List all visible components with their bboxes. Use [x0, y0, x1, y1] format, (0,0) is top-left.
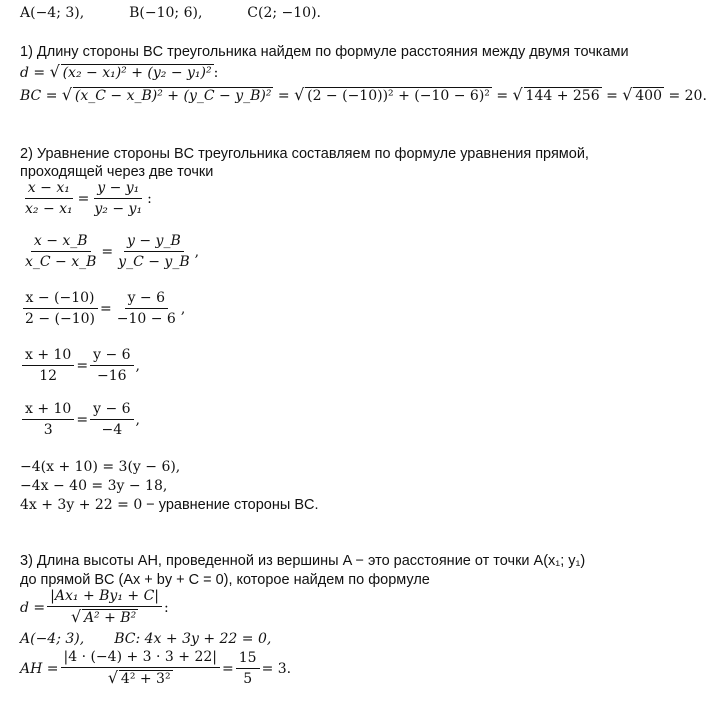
bc-radicand-2: (2 − (−10))² + (−10 − 6)² [307, 88, 490, 104]
fraction-left [22, 347, 74, 385]
bc-length-calc: BC = √ (x_C − x_B)² + (y_C − y_B)² = √ (2 − (−10))² + (−10 − 6)² = √ 144 + 256 = √ 400 = 20. [20, 87, 707, 105]
step2-heading-line1: 2) Уравнение стороны BC треугольника составляем по формуле уравнения прямой, [20, 146, 589, 162]
denominator: x_C − x_B [25, 254, 97, 270]
denominator: −4 [101, 422, 123, 438]
given-line-bc: BC: 4x + 3y + 22 = 0, [114, 631, 272, 647]
denominator: y_C − y_B [118, 254, 190, 270]
denominator: −10 − 6 [116, 311, 176, 327]
denominator: x₂ − x₁ [25, 201, 73, 217]
fraction-right [90, 347, 133, 385]
step3-heading-line2: до прямой BC (Ax + by + C = 0), которое найдем по формуле [20, 572, 430, 588]
equals: = [222, 660, 234, 677]
point-b: B(−10; 6), [129, 5, 203, 21]
numerator: y − y_B [124, 233, 184, 252]
formula-lhs: d = [20, 599, 46, 616]
ah-calculation [20, 649, 291, 688]
numerator: y − y₁ [94, 180, 142, 199]
cross-multiplied: −4(x + 10) = 3(y − 6), [20, 459, 181, 475]
numerator: 15 [236, 650, 260, 669]
line-equation-general: $\frac{\text{x − x₁}}{\text{x₂ − x₁}}$ = $\frac{\text{y − y₁}}{\text{y₂ − y₁}}$ : [20, 180, 152, 218]
denominator: −16 [97, 368, 127, 384]
point-c: C(2; −10). [247, 5, 322, 21]
numerator: y − 6 [90, 347, 133, 366]
denominator: 5 [243, 670, 253, 687]
ah-fraction [61, 649, 221, 688]
punctuation: , [194, 244, 200, 260]
given-data [20, 630, 271, 648]
distance-formula [20, 64, 218, 82]
fraction-right [90, 401, 133, 439]
bc-radicand-3: 144 + 256 [525, 88, 600, 104]
fraction-left [22, 180, 76, 218]
numerator: y − 6 [125, 290, 168, 309]
given-point-a: A(−4; 3), [20, 631, 85, 647]
numerator: x + 10 [22, 347, 74, 366]
fraction [47, 588, 162, 627]
line-equation-substituted: $\frac{x - (-10)}{2 - (-10)}$ = $\frac{y - 6}{-10 - 6}$ , [20, 290, 185, 328]
fraction-left [22, 401, 74, 439]
bc-equation-label: − уравнение стороны BC. [142, 497, 319, 513]
bc-radicand-4: 400 [635, 88, 662, 104]
bc-result: = 20. [668, 88, 707, 104]
denominator [105, 668, 176, 688]
sqrt-symbol [513, 87, 602, 105]
fraction-right [114, 290, 179, 328]
step3-heading-line1: 3) Длина высоты AH, проведенной из вершины A − это расстояние от точки A(x₁; y₁) [20, 553, 586, 569]
denominator: 3 [43, 422, 53, 438]
fraction-left [22, 233, 99, 271]
expanded: −4x − 40 = 3y − 18, [20, 478, 168, 494]
punctuation: : [147, 191, 152, 207]
punctuation: : [164, 599, 169, 616]
punctuation: , [135, 412, 140, 428]
distance-formula-lhs: d = [20, 65, 50, 81]
ah-simplified-fraction [236, 650, 260, 688]
sqrt-symbol [622, 87, 664, 105]
denominator: y₂ − y₁ [94, 201, 143, 217]
sqrt-symbol [71, 609, 138, 627]
distance-formula-radicand: (x₂ − x₁)² + (y₂ − y₁)² [62, 65, 212, 81]
step1-heading: 1) Длину стороны BC треугольника найдем по формуле расстояния между двумя точками [20, 44, 629, 60]
sqrt-symbol [108, 670, 173, 688]
bc-radicand-1: (x_C − x_B)² + (y_C − y_B)² [74, 88, 272, 104]
given-points [20, 4, 321, 22]
sqrt-symbol [62, 87, 274, 105]
denominator [68, 607, 141, 627]
punctuation: , [135, 358, 140, 374]
sqrt-symbol [294, 87, 492, 105]
numerator: |4 · (−4) + 3 · 3 + 22| [61, 649, 221, 668]
bc-line-equation [20, 496, 319, 514]
ah-result: = 3. [261, 660, 292, 677]
numerator: x + 10 [22, 401, 74, 420]
bc-lhs: BC = [20, 88, 62, 104]
distance-formula-end: : [213, 65, 219, 81]
numerator: y − 6 [90, 401, 133, 420]
ah-lhs: AH = [20, 660, 59, 677]
fraction-right [115, 233, 192, 271]
radicand: A² + B² [83, 610, 137, 626]
line-equation-simplified: $\frac{x + 10}{12}$ = $\frac{y - 6}{-16}$ , [20, 347, 140, 385]
step2-heading-line2: проходящей через две точки [20, 164, 214, 180]
numerator: x − x_B [31, 233, 91, 252]
numerator: x − x₁ [25, 180, 73, 199]
bc-equation: 4x + 3y + 22 = 0 [20, 497, 143, 513]
fraction-right [91, 180, 145, 218]
radicand: 4² + 3² [120, 671, 171, 687]
point-line-distance-formula [20, 588, 169, 627]
punctuation: , [180, 301, 186, 317]
numerator: |Ax₁ + By₁ + C| [47, 588, 162, 607]
denominator: 2 − (−10) [25, 311, 96, 327]
point-a: A(−4; 3), [20, 5, 85, 21]
line-equation-bc-symbolic: $\frac{x - x\_B}{x\_C - x\_B}$ = $\frac{y - y\_B}{y\_C - y\_B}$ , [20, 233, 199, 271]
fraction-left [22, 290, 98, 328]
denominator: 12 [39, 368, 58, 384]
numerator: x − (−10) [23, 290, 98, 309]
sqrt-symbol [50, 64, 214, 82]
line-equation-reduced: $\frac{x + 10}{3}$ = $\frac{y - 6}{-4}$ , [20, 401, 140, 439]
